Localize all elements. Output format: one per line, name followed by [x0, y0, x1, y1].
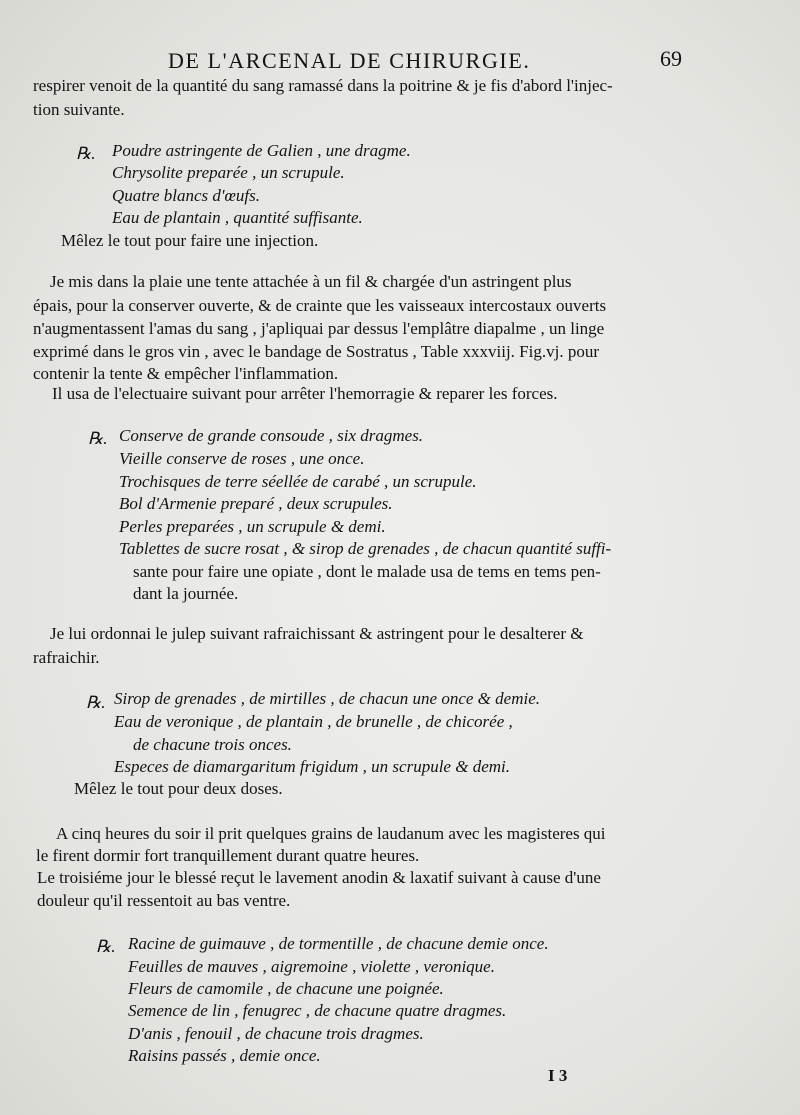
- recipe-line: Eau de plantain , quantité suffisante.: [112, 208, 363, 227]
- recipe-line: Quatre blancs d'œufs.: [112, 186, 260, 205]
- text-line: exprimé dans le gros vin , avec le bandage de Sostratus , Table xxxviij. Fig.vj. pour: [33, 342, 599, 361]
- text-line: le firent dormir fort tranquillement durant quatre heures.: [36, 846, 420, 865]
- text-line: douleur qu'il ressentoit au bas ventre.: [37, 891, 291, 910]
- recipe-line: Poudre astringente de Galien , une dragme.: [112, 141, 411, 160]
- recipe-line: Chrysolite preparée , un scrupule.: [112, 163, 345, 182]
- text-line: Je mis dans la plaie une tente attachée à un fil & chargée d'un astringent plus: [50, 272, 572, 291]
- page-number: 69: [660, 46, 682, 71]
- text-line: Je lui ordonnai le julep suivant rafraichissant & astringent pour le desalterer &: [50, 624, 584, 643]
- recipe-line: Bol d'Armenie preparé , deux scrupules.: [119, 494, 393, 513]
- recipe-line: Vieille conserve de roses , une once.: [119, 449, 365, 468]
- recipe-sign: ℞.: [96, 937, 116, 956]
- recipe-sign: ℞.: [76, 144, 96, 163]
- recipe-sign: ℞.: [88, 429, 108, 448]
- recipe-line: Especes de diamargaritum frigidum , un scrupule & demi.: [114, 757, 510, 776]
- recipe-line: Perles preparées , un scrupule & demi.: [119, 517, 386, 536]
- running-title: DE L'ARCENAL DE CHIRURGIE.: [168, 48, 531, 73]
- recipe-line: Feuilles de mauves , aigremoine , violette , veronique.: [128, 957, 495, 976]
- recipe-line: Sirop de grenades , de mirtilles , de chacun une once & demie.: [114, 689, 540, 708]
- text-line: n'augmentassent l'amas du sang , j'apliquai par dessus l'emplâtre diapalme , un linge: [33, 319, 605, 338]
- recipe-line: Tablettes de sucre rosat , & sirop de grenades , de chacun quantité suffi-: [119, 539, 612, 558]
- text-line: respirer venoit de la quantité du sang ramassé dans la poitrine & je fis d'abord l'injec-: [33, 76, 613, 95]
- recipe-line: de chacune trois onces.: [133, 735, 292, 754]
- recipe-line: D'anis , fenouil , de chacune trois dragmes.: [128, 1024, 424, 1043]
- text-line: Le troisiéme jour le blessé reçut le lavement anodin & laxatif suivant à cause d'une: [37, 868, 601, 887]
- recipe-line: dant la journée.: [133, 584, 239, 603]
- text-line: Mêlez le tout pour deux doses.: [74, 779, 283, 798]
- text-line: contenir la tente & empêcher l'inflammation.: [33, 364, 339, 383]
- recipe-line: Trochisques de terre séellée de carabé , un scrupule.: [119, 472, 477, 491]
- text-line: Il usa de l'electuaire suivant pour arrêter l'hemorragie & reparer les forces.: [52, 384, 558, 403]
- recipe-line: sante pour faire une opiate , dont le malade usa de tems en tems pen-: [133, 562, 601, 581]
- text-line: rafraichir.: [33, 648, 100, 667]
- text-line: tion suivante.: [33, 100, 125, 119]
- recipe-line: Conserve de grande consoude , six dragmes.: [119, 426, 424, 445]
- text-line: Mêlez le tout pour faire une injection.: [61, 231, 319, 250]
- text-line: A cinq heures du soir il prit quelques grains de laudanum avec les magisteres qui: [56, 824, 606, 843]
- recipe-line: Eau de veronique , de plantain , de brunelle , de chicorée ,: [114, 712, 513, 731]
- text-line: épais, pour la conserver ouverte, & de crainte que les vaisseaux intercostaux ouverts: [33, 296, 607, 315]
- catchword: I 3: [548, 1066, 568, 1085]
- recipe-line: Raisins passés , demie once.: [128, 1046, 321, 1065]
- recipe-line: Fleurs de camomile , de chacune une poignée.: [128, 979, 444, 998]
- page-header: [0, 48, 800, 78]
- recipe-sign: ℞.: [86, 693, 106, 712]
- recipe-line: Semence de lin , fenugrec , de chacune quatre dragmes.: [128, 1001, 507, 1020]
- recipe-line: Racine de guimauve , de tormentille , de chacune demie once.: [128, 934, 549, 953]
